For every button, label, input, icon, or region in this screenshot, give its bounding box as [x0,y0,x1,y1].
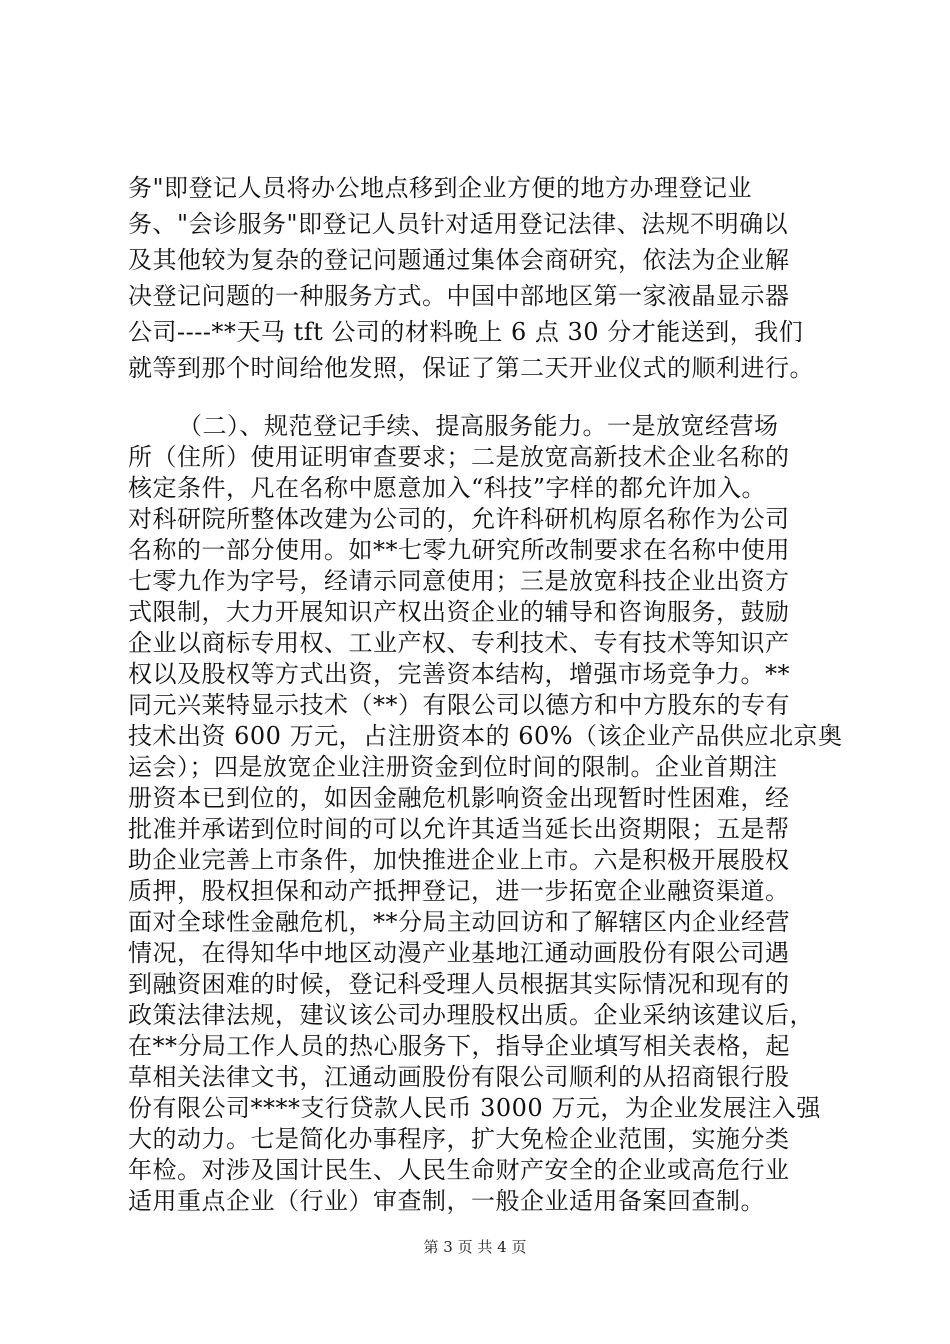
paragraph-2-line: 七零九作为字号，经请示同意使用；三是放宽科技企业出资方 [128,567,790,595]
paragraph-1-line: 及其他较为复杂的登记问题通过集体会商研究，依法为企业解 [128,246,790,274]
paragraph-2-line: 名称的一部分使用。如**七零九研究所改制要求在名称中使用 [128,536,790,564]
page-footer: 第 3 页 共 4 页 [423,1238,527,1256]
paragraph-2-line: 草相关法律文书，江通动画股份有限公司顺利的从招商银行股 [128,1063,790,1091]
paragraph-2-line: 适用重点企业（行业）审查制，一般企业适用备案回查制。 [128,1187,765,1215]
paragraph-1-line: 务、"会诊服务"即登记人员针对适用登记法律、法规不明确以 [128,210,789,238]
paragraph-2-line: 情况，在得知华中地区动漫产业基地江通动画股份有限公司遇 [128,939,790,967]
paragraph-2-line: 册资本已到位的，如因金融危机影响资金出现暂时性困难，经 [128,784,790,812]
paragraph-2-line: 到融资困难的时候，登记科受理人员根据其实际情况和现有的 [128,970,790,998]
paragraph-1-line: 公司----**天马 tft 公司的材料晚上 6 点 30 分才能送到，我们 [128,318,804,346]
paragraph-1-line: 务"即登记人员将办公地点移到企业方便的地方办理登记业 [128,174,753,202]
paragraph-2-line: 年检。对涉及国计民生、人民生命财产安全的企业或高危行业 [128,1156,790,1184]
paragraph-2-line: 质押，股权担保和动产抵押登记，进一步拓宽企业融资渠道。 [128,877,790,905]
paragraph-2-line: 所（住所）使用证明审查要求；二是放宽高新技术企业名称的 [128,443,790,471]
paragraph-2-line: 运会）；四是放宽企业注册资金到位时间的限制。企业首期注 [128,753,778,781]
paragraph-2-line: 权以及股权等方式出资，完善资本结构，增强市场竞争力。** [128,660,790,688]
paragraph-2-line: 批准并承诺到位时间的可以允许其适当延长出资期限；五是帮 [128,815,790,843]
paragraph-2-line: 式限制，大力开展知识产权出资企业的辅导和咨询服务，鼓励 [128,598,790,626]
paragraph-2-line: 面对全球性金融危机，**分局主动回访和了解辖区内企业经营 [128,908,790,936]
paragraph-2-line: 在**分局工作人员的热心服务下，指导企业填写相关表格，起 [128,1032,790,1060]
paragraph-1-line: 决登记问题的一种服务方式。中国中部地区第一家液晶显示器 [128,282,790,310]
paragraph-2-line: 技术出资 600 万元，占注册资本的 60%（该企业产品供应北京奥 [128,722,843,750]
paragraph-1-line: 就等到那个时间给他发照，保证了第二天开业仪式的顺利进行。 [128,354,814,382]
paragraph-2-line: 核定条件，凡在名称中愿意加入“科技”字样的都允许加入。 [128,474,767,502]
paragraph-2-line: 份有限公司****支行贷款人民币 3000 万元，为企业发展注入强 [128,1094,821,1122]
paragraph-2-line: 同元兴莱特显示技术（**）有限公司以德方和中方股东的专有 [128,691,790,719]
paragraph-2-line: 助企业完善上市条件，加快推进企业上市。六是积极开展股权 [128,846,790,874]
paragraph-2-line: 大的动力。七是简化办事程序，扩大免检企业范围，实施分类 [128,1125,790,1153]
paragraph-2-line: 企业以商标专用权、工业产权、专利技术、专有技术等知识产 [128,629,790,657]
paragraph-2-line: 对科研院所整体改建为公司的，允许科研机构原名称作为公司 [128,505,790,533]
paragraph-2-line: （二）、规范登记手续、提高服务能力。一是放宽经营场 [178,412,779,440]
paragraph-2-line: 政策法律法规，建议该公司办理股权出质。企业采纳该建议后， [128,1001,814,1029]
